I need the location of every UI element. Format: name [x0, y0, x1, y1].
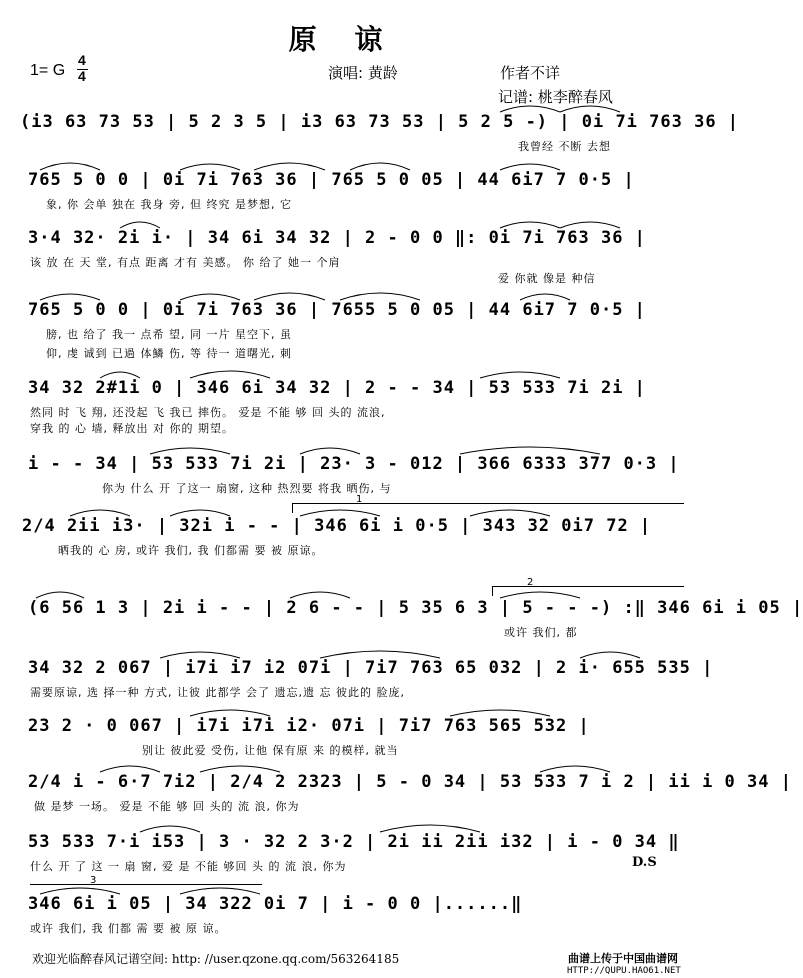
score-row-12-notes: 53 533 7·i i53 | 3 · 32 2 3·2 | 2i ii 2ii i32 | i - 0 34 ‖ — [28, 832, 680, 852]
singer-credit: 演唱: 黄龄 — [328, 64, 398, 82]
score-row-13-lyric: 或许 我们, 我 们都 需 要 被 原 谅。 — [30, 922, 227, 935]
score-row-9-lyric: 需要原谅, 选 择一种 方式, 让彼 此都学 会了 遗忘,遗 忘 彼此的 脸庞, — [30, 686, 405, 699]
score-row-1-lyric: 我曾经 不断 去想 — [518, 140, 611, 153]
score-row-3-lyric-1: 该 放 在 天 堂, 有点 距离 才有 美感。 你 给了 她一 个肩 — [30, 256, 341, 269]
score-row-12-lyric: 什么 开 了 这 一 扇 窗, 爱 是 不能 够回 头 的 流 浪, 你为 — [30, 860, 347, 873]
score-row-4-lyric-1: 膀, 也 给了 我一 点希 望, 同 一片 星空下, 虽 — [46, 328, 292, 341]
score-row-7-lyric: 晒我的 心 房, 或许 我们, 我 们都需 要 被 原谅。 — [58, 544, 324, 557]
score-row-8-notes: (6 56 1 3 | 2i i - - | 2 6 - - | 5 35 6 3 | 5 - - -) :‖ 346 6i i 05 | — [28, 598, 803, 618]
score-row-5-lyric-2: 穿我 的 心 墙, 释放出 对 你的 期望。 — [30, 422, 234, 435]
score-row-3-notes: 3·4 32· 2i i· | 34 6i 34 32 | 2 - 0 0 ‖: 0i 7i 763 36 | — [28, 228, 646, 248]
score-row-6-lyric: 你为 什么 开 了这一 扇窗, 这种 热烈要 将我 晒伤, 与 — [102, 482, 392, 495]
score-row-5-notes: 34 32 2#1i 0 | 346 6i 34 32 | 2 - - 34 | 53 533 7i 2i | — [28, 378, 646, 398]
score-row-8-lyric: 或许 我们, 都 — [504, 626, 578, 639]
score-row-11-notes: 2/4 i - 6·7 7i2 | 2/4 2 2323 | 5 - 0 34 | 53 533 7 i 2 | ii i 0 34 | — [28, 772, 792, 792]
score-row-10-notes: 23 2 · 0 067 | i7i i7i i2· 07i | 7i7 763 565 532 | — [28, 716, 590, 736]
watermark-cn: 曲谱上传于中国曲谱网 — [568, 952, 678, 965]
score-row-2-notes: 765 5 0 0 | 0i 7i 763 36 | 765 5 0 05 | 44 6i7 7 0·5 | — [28, 170, 635, 190]
volta-3-number: 3 — [90, 875, 97, 886]
score-row-10-lyric: 别让 彼此爱 受伤, 让他 保有原 来 的模样, 就当 — [142, 744, 399, 757]
score-row-7-notes: 2/4 2ii i3· | 32i i - - | 346 6i i 0·5 | 343 32 0i7 72 | — [22, 516, 652, 536]
volta-1-number: 1 — [356, 494, 363, 505]
watermark-url: HTTP://QUPU.HAO61.NET — [567, 966, 681, 976]
score-row-13-notes: 346 6i i 05 | 34 322 0i 7 | i - 0 0 |......‖ — [28, 894, 523, 914]
score-row-9-notes: 34 32 2 067 | i7i i7 i2 07i | 7i7 763 65 032 | 2 i· 655 535 | — [28, 658, 714, 678]
dal-segno-mark: D.S — [632, 855, 657, 870]
score-row-6-notes: i - - 34 | 53 533 7i 2i | 23· 3 - 012 | 366 6333 377 0·3 | — [28, 454, 680, 474]
composer-credit: 作者不详 — [500, 64, 561, 82]
volta-2-number: 2 — [527, 577, 534, 588]
time-signature-top: 4 — [78, 52, 86, 68]
score-row-1-notes: (i3 63 73 53 | 5 2 3 5 | i3 63 73 53 | 5 2 5 -) | 0i 7i 763 36 | — [20, 112, 740, 132]
transcriber-credit: 记谱: 桃李醉春风 — [498, 88, 613, 106]
footer-text: 欢迎光临醉春风记谱空间: http: //user.qzone.qq.com/563264185 — [32, 952, 400, 966]
time-signature-bottom: 4 — [78, 68, 86, 84]
score-row-3-lyric-2: 爱 你就 像是 种信 — [498, 272, 596, 285]
score-row-11-lyric: 做 是梦 一场。 爱是 不能 够 回 头的 流 浪, 你为 — [34, 800, 300, 813]
score-row-4-notes: 765 5 0 0 | 0i 7i 763 36 | 7655 5 0 05 | 44 6i7 7 0·5 | — [28, 300, 646, 320]
score-row-4-lyric-2: 仰, 虔 诚到 已過 体鱗 伤, 等 待一 道曙光, 刺 — [46, 347, 292, 360]
key-signature: 1= G — [30, 62, 66, 79]
score-row-5-lyric-1: 然同 时 飞 翔, 还没起 飞 我已 摔伤。 爱是 不能 够 回 头的 流浪, — [30, 406, 386, 419]
score-row-2-lyric: 象, 你 会单 独在 我身 旁, 但 终究 是梦想, 它 — [46, 198, 292, 211]
song-title: 原 谅 — [288, 23, 397, 56]
